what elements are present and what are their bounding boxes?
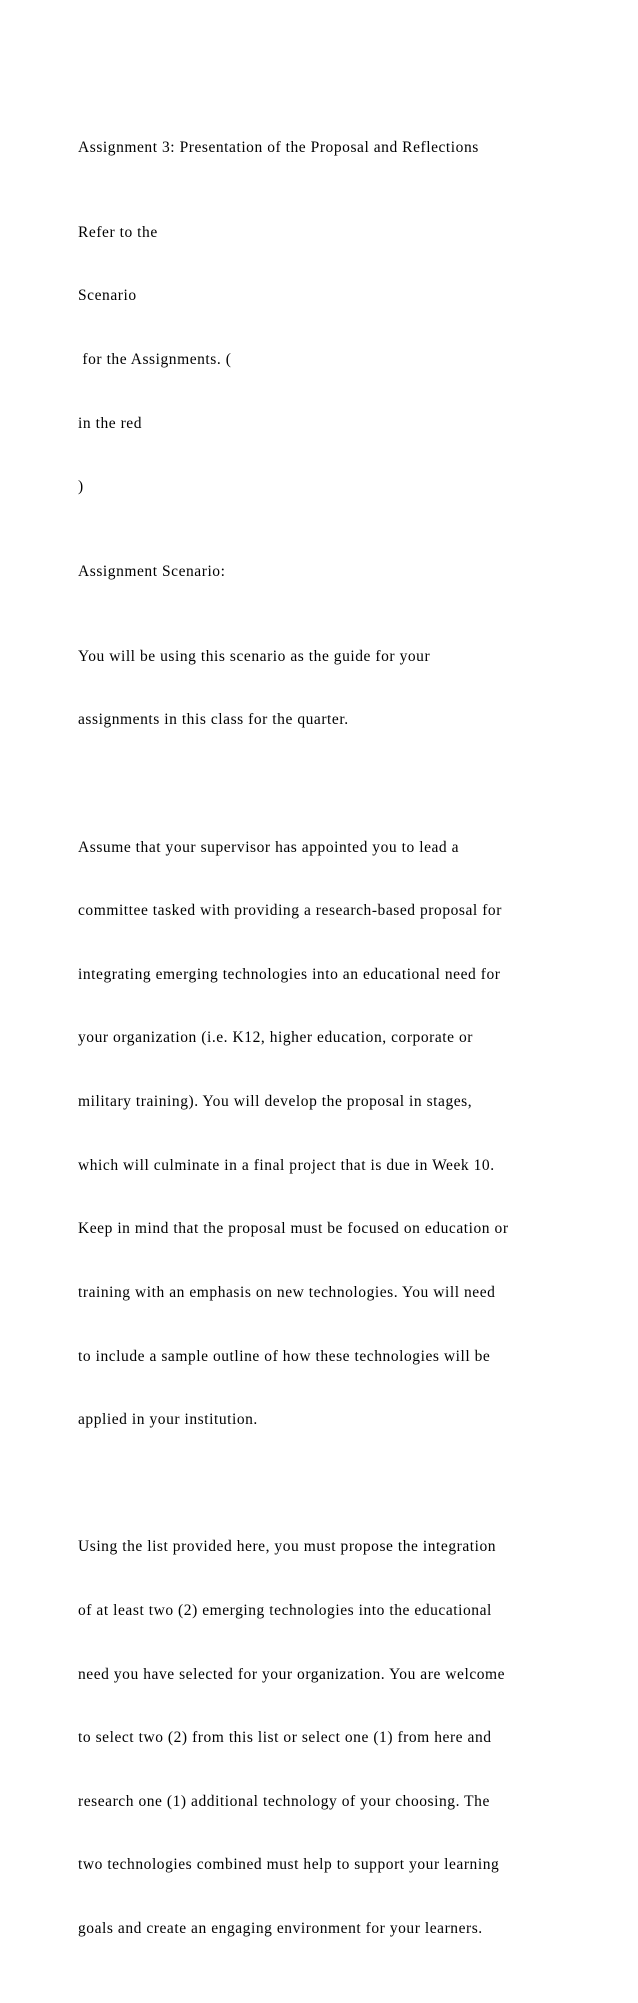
paragraph-line: of at least two (2) emerging technologies into the educational <box>78 1601 492 1619</box>
scenario-link[interactable]: Scenario <box>78 287 137 305</box>
paragraph-line: assignments in this class for the quarter. <box>78 711 349 729</box>
scenario-heading-text: Assignment Scenario: <box>78 563 226 581</box>
refer-line: ) <box>78 478 84 496</box>
paragraph-line: applied in your institution. <box>78 1411 258 1429</box>
paragraph-line: training with an emphasis on new technologies. You will need <box>78 1283 496 1301</box>
title-text: Assignment 3: Presentation of the Proposal and Reflections <box>78 139 479 156</box>
paragraph-line: Assume that your supervisor has appointed you to lead a <box>78 838 460 856</box>
paragraph-line: You will be using this scenario as the guide for your <box>78 647 431 665</box>
paragraph-2 <box>78 794 578 1473</box>
paragraph-line: two technologies combined must help to support your learning <box>78 1856 500 1874</box>
paragraph-line: need you have selected for your organization. You are welcome <box>78 1665 506 1683</box>
paragraph-3 <box>78 1494 578 1982</box>
refer-line: Refer to the <box>78 223 158 241</box>
paragraph-line: Using the list provided here, you must propose the integration <box>78 1538 497 1556</box>
refer-block <box>78 179 578 539</box>
document-body <box>78 137 578 2003</box>
paragraph-line: integrating emerging technologies into an educational need for <box>78 965 501 983</box>
paragraph-line: Keep in mind that the proposal must be focused on education or <box>78 1220 509 1238</box>
scenario-heading <box>78 561 578 582</box>
paragraph-line: which will culminate in a final project that is due in Week 10. <box>78 1156 495 1174</box>
assignment-title <box>78 137 578 158</box>
paragraph-line: committee tasked with providing a research-based proposal for <box>78 902 502 920</box>
paragraph-1 <box>78 603 578 773</box>
refer-line: in the red <box>78 414 143 432</box>
paragraph-line: to include a sample outline of how these technologies will be <box>78 1347 491 1365</box>
paragraph-line: goals and create an engaging environment for your learners. <box>78 1919 483 1937</box>
paragraph-line: to select two (2) from this list or select one (1) from here and <box>78 1729 492 1747</box>
paragraph-line: military training). You will develop the proposal in stages, <box>78 1093 473 1111</box>
paragraph-line: your organization (i.e. K12, higher education, corporate or <box>78 1029 473 1047</box>
paragraph-line: research one (1) additional technology of your choosing. The <box>78 1792 490 1810</box>
refer-line: for the Assignments. ( <box>78 351 232 369</box>
